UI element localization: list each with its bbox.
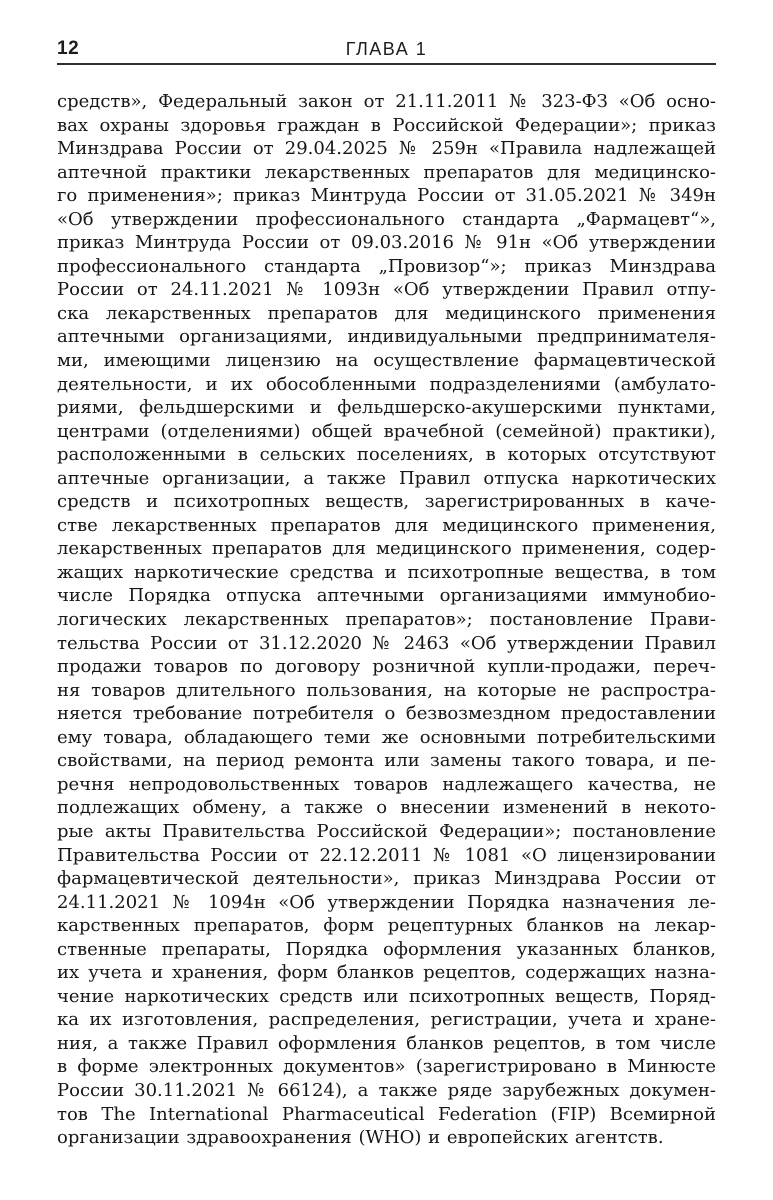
text-line: ственные препараты, Порядка оформления указанных бланков, [57,938,716,960]
text-line: ка их изготовления, распределения, регистрации, учета и хране- [57,1009,716,1031]
text-line: няется требование потребителя о безвозмездном предоставлении [57,703,716,725]
text-line: фармацевтической деятельности», приказ Минздрава России от [57,868,716,890]
text-line: чение наркотических средств или психотропных веществ, Поряд- [57,985,716,1007]
text-line: го применения»; приказ Минтруда России от 31.05.2021 № 349н [57,185,716,207]
text-line: вах охраны здоровья граждан в Российской Федерации»; приказ [57,114,716,136]
text-line: профессионального стандарта „Провизор“»; приказ Минздрава [57,255,716,277]
text-line: рые акты Правительства Российской Федерации»; постановление [57,820,716,842]
text-line: приказ Минтруда России от 09.03.2016 № 91н «Об утверждении [57,232,716,254]
text-line: центрами (отделениями) общей врачебной (семейной) практики), [57,420,716,442]
text-line: «Об утверждении профессионального стандарта „Фармацевт“», [57,208,716,230]
text-line: логических лекарственных препаратов»; постановление Прави- [57,609,716,631]
text-line: организации здравоохранения (WHO) и европейских агентств. [57,1127,664,1149]
text-line: жащих наркотические средства и психотропные вещества, в том [57,561,716,583]
text-line: деятельности, и их обособленными подразделениями (амбулато- [57,373,716,395]
text-line: тельства России от 31.12.2020 № 2463 «Об утверждении Правил [57,632,716,654]
text-line: речня непродовольственных товаров надлежащего качества, не [57,773,716,795]
text-line: ния, а также Правил оформления бланков рецептов, в том числе [57,1032,716,1054]
page-header [57,38,716,62]
body-text [57,90,716,1150]
text-line: тов The International Pharmaceutical Federation (FIP) Всемирной [57,1103,716,1125]
text-line: России от 24.11.2021 № 1093н «Об утверждении Правил отпу- [57,279,716,301]
text-line: свойствами, на период ремонта или замены такого товара, и пе- [57,750,716,772]
text-line: России 30.11.2021 № 66124), а также ряде зарубежных докумен- [57,1079,716,1101]
text-line: ска лекарственных препаратов для медицинского применения [57,302,716,324]
text-line: расположенными в сельских поселениях, в которых отсутствуют [57,444,716,466]
text-line: аптечные организации, а также Правил отпуска наркотических [57,467,716,489]
text-line: средств», Федеральный закон от 21.11.2011 № 323-ФЗ «Об осно- [57,91,716,112]
text-line: ми, имеющими лицензию на осуществление фармацевтической [57,350,716,372]
text-line: карственных препаратов, форм рецептурных бланков на лекар- [57,915,716,937]
text-line: подлежащих обмену, а также о внесении изменений в некото- [57,797,716,819]
page-number: 12 [57,38,80,59]
text-line: аптечными организациями, индивидуальными предпринимателя- [57,326,716,348]
text-line: Правительства России от 22.12.2011 № 1081 «О лицензировании [57,844,716,866]
text-line: ня товаров длительного пользования, на которые не распростра- [57,679,716,701]
text-line: стве лекарственных препаратов для медицинского применения, [57,514,716,536]
text-line: 24.11.2021 № 1094н «Об утверждении Порядка назначения ле- [57,891,716,913]
text-line: их учета и хранения, форм бланков рецептов, содержащих назна- [57,962,716,984]
text-line: числе Порядка отпуска аптечными организациями иммунобио- [57,585,716,607]
text-line: ему товара, обладающего теми же основными потребительскими [57,726,716,748]
chapter-title: ГЛАВА 1 [345,39,428,59]
text-line: аптечной практики лекарственных препаратов для медицинско- [57,161,716,183]
text-line: средств и психотропных веществ, зарегистрированных в каче- [57,491,716,513]
text-line: лекарственных препаратов для медицинского применения, содер- [57,538,716,560]
text-line: риями, фельдшерскими и фельдшерско-акушерскими пунктами, [57,397,716,419]
header-rule [57,63,716,65]
text-line: продажи товаров по договору розничной купли-продажи, переч- [57,656,716,678]
text-line: в форме электронных документов» (зарегистрировано в Минюсте [57,1056,716,1078]
text-line: Минздрава России от 29.04.2025 № 259н «Правила надлежащей [57,138,716,160]
